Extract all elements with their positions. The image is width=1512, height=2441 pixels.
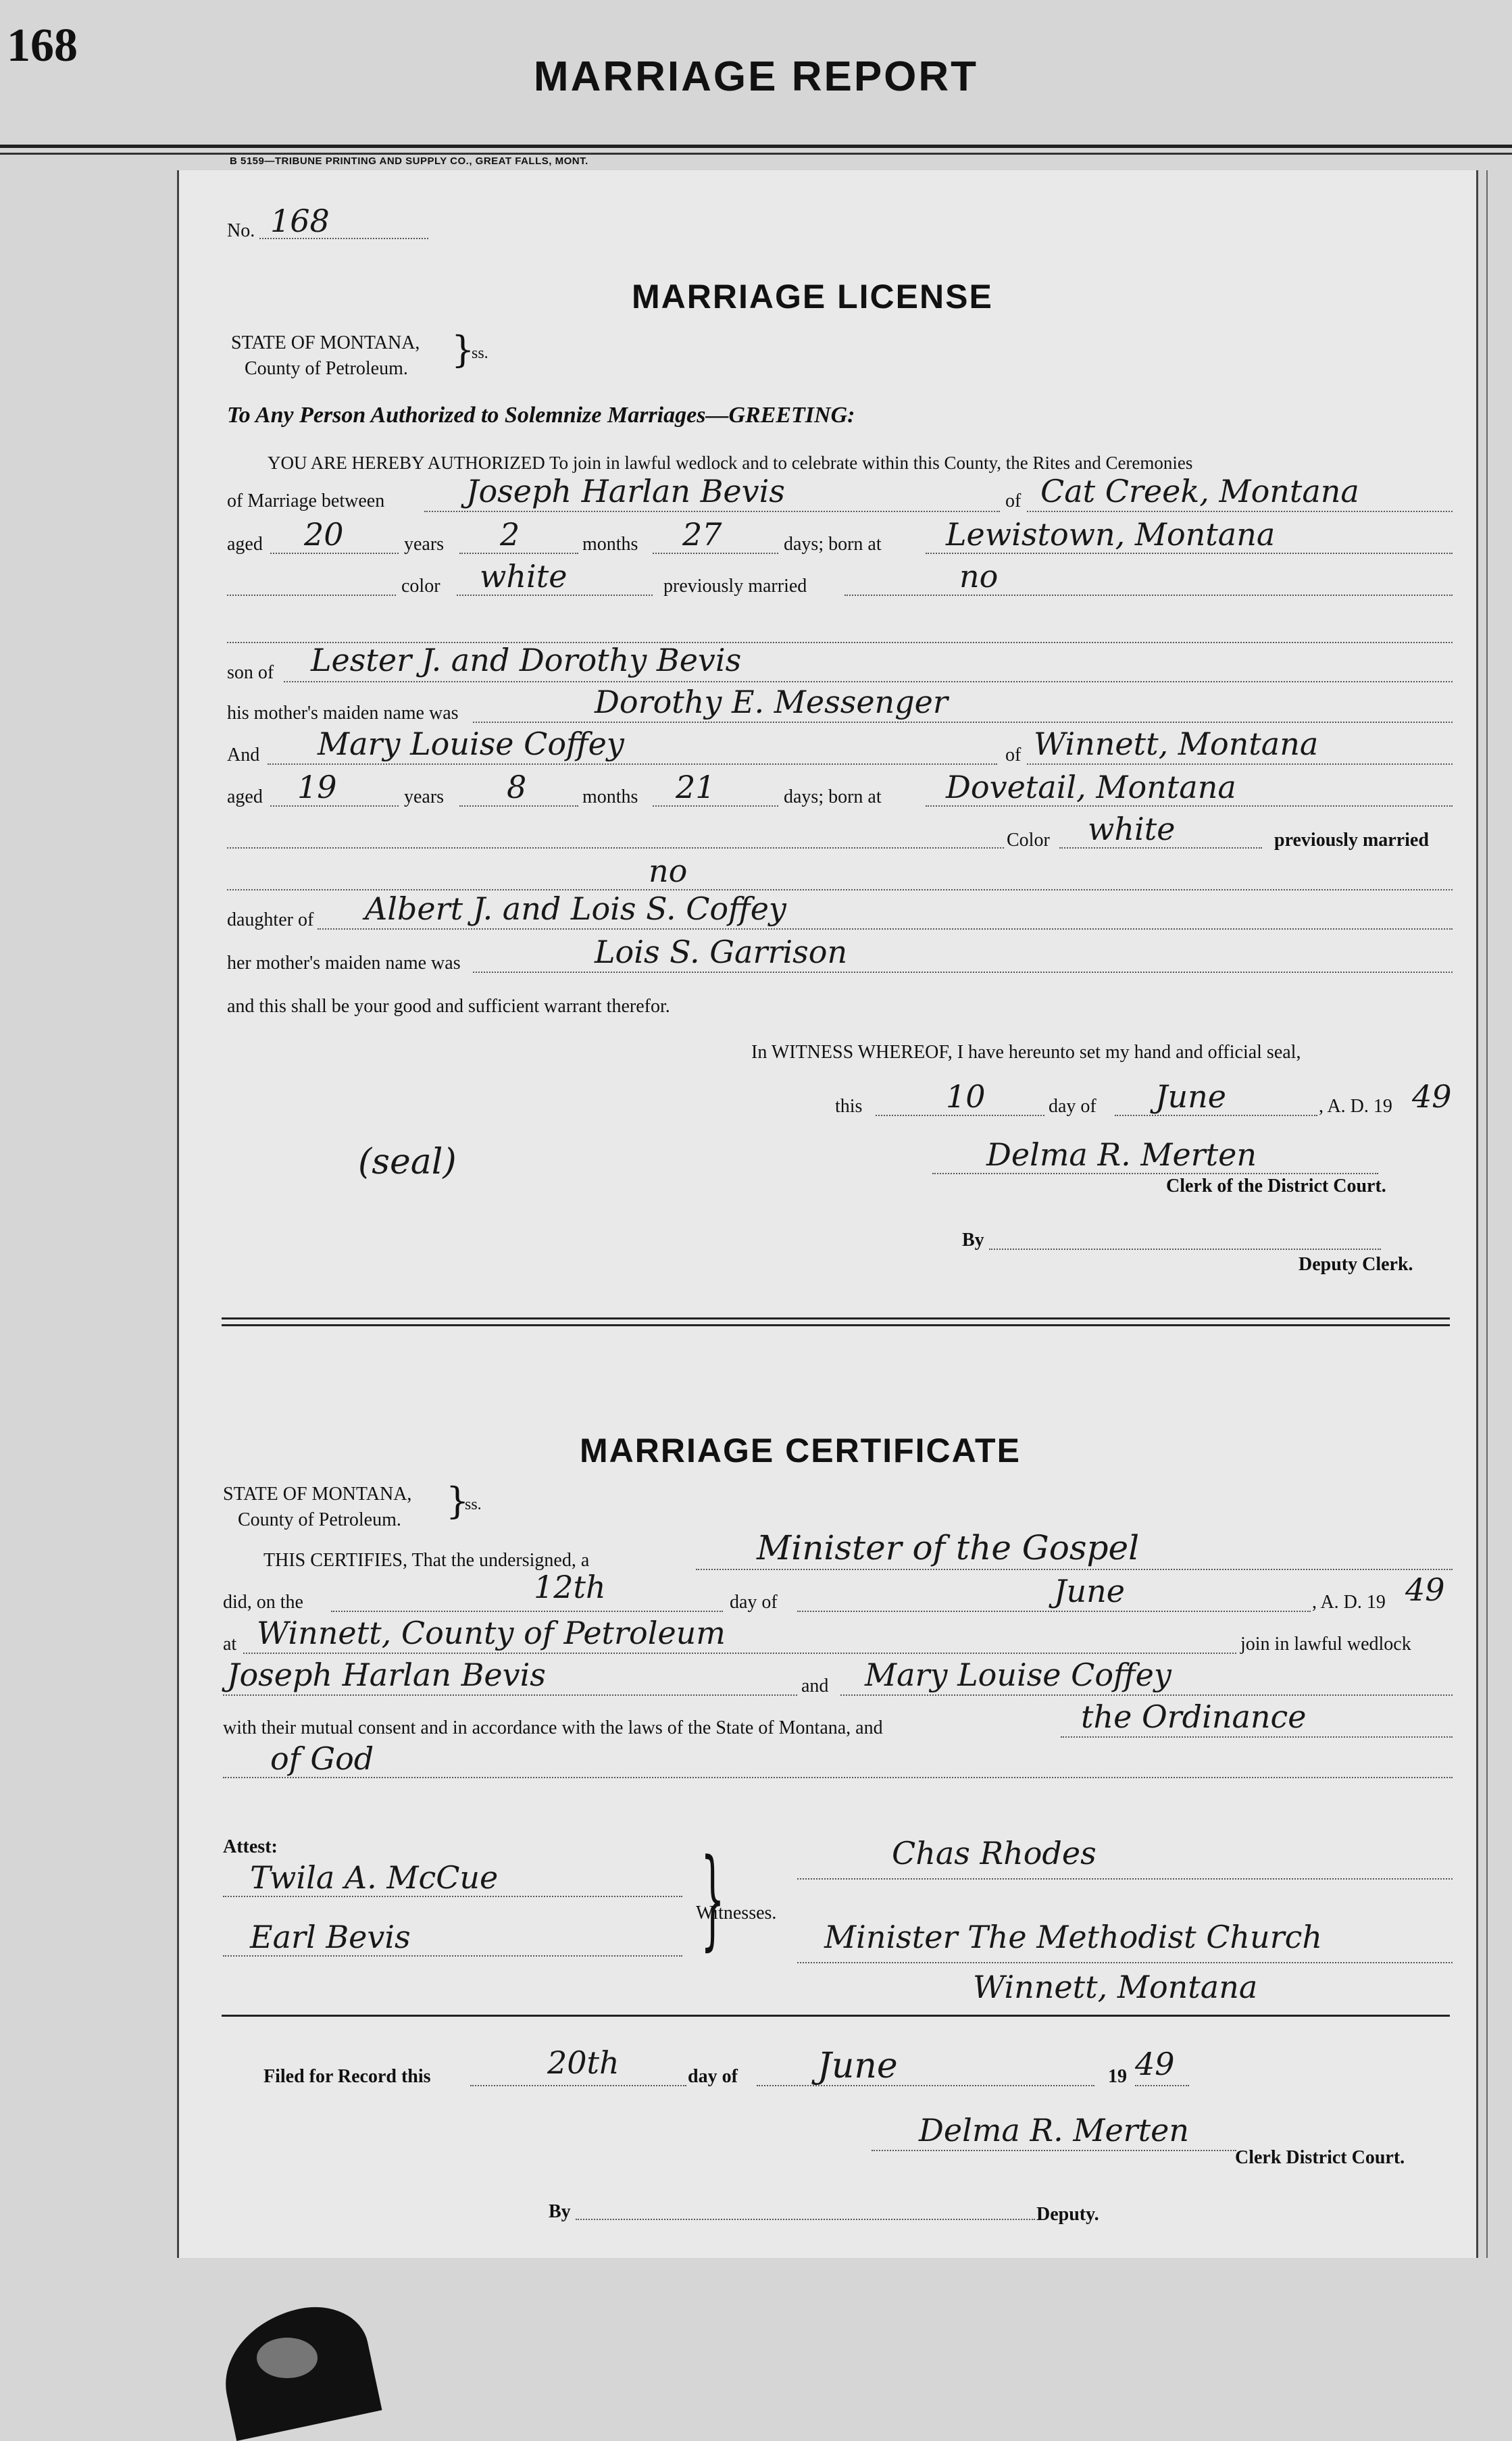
page-number: 168 bbox=[7, 20, 78, 72]
bride-color-pre-line bbox=[227, 847, 1004, 849]
license-brace: } bbox=[451, 328, 475, 371]
groom-name-line bbox=[424, 511, 1000, 512]
witness-brace: } bbox=[701, 1835, 725, 1961]
issued-day-line bbox=[876, 1115, 1044, 1116]
bride-months-label: months bbox=[582, 786, 638, 807]
groom-days-line bbox=[653, 553, 778, 554]
cert-month-line bbox=[797, 1611, 1311, 1612]
filed-by-label: By bbox=[549, 2201, 571, 2222]
filed-day-of-label: day of bbox=[688, 2066, 738, 2087]
issued-year: 49 bbox=[1412, 1078, 1452, 1115]
groom-residence-line bbox=[1027, 511, 1453, 512]
cert-day-line bbox=[331, 1611, 723, 1612]
form-edge bbox=[1486, 170, 1488, 2258]
groom-months: 2 bbox=[500, 516, 520, 553]
bride-parents: Albert J. and Lois S. Coffey bbox=[365, 890, 786, 927]
bride-years: 19 bbox=[297, 769, 337, 805]
minister-name-line bbox=[797, 1878, 1453, 1880]
cert-groom-line bbox=[223, 1694, 797, 1696]
groom-parents-line bbox=[284, 681, 1453, 682]
groom-born-label: days; born at bbox=[784, 534, 882, 555]
filed-deputy-label: Deputy. bbox=[1036, 2204, 1099, 2225]
license-greeting: To Any Person Authorized to Solemnize Marriages—GREETING: bbox=[227, 403, 855, 428]
groom-months-line bbox=[459, 553, 578, 554]
cert-consent: with their mutual consent and in accordance with the laws of the State of Montana, and bbox=[223, 1717, 883, 1738]
seal-mark: (seal) bbox=[358, 1142, 457, 1182]
filed-month-line bbox=[757, 2085, 1094, 2086]
witnesses-label: Witnesses. bbox=[696, 1903, 777, 1923]
filed-month: June bbox=[817, 2046, 898, 2086]
groom-color-label: color bbox=[401, 576, 440, 597]
bride-mother-maiden: Lois S. Garrison bbox=[595, 934, 848, 970]
issued-ad-label: , A. D. 19 bbox=[1319, 1096, 1392, 1117]
cert-did-on-label: did, on the bbox=[223, 1592, 303, 1613]
witness-2: Earl Bevis bbox=[250, 1919, 411, 1955]
groom-parents: Lester J. and Dorothy Bevis bbox=[311, 642, 742, 678]
groom-mother-line bbox=[473, 722, 1453, 723]
top-rule-thin bbox=[0, 153, 1512, 155]
license-by-label: By bbox=[962, 1230, 984, 1251]
issued-month: June bbox=[1155, 1078, 1226, 1115]
bride-of-label: of bbox=[1005, 745, 1022, 765]
license-county: County of Petroleum. bbox=[245, 358, 408, 379]
cert-ad-label: , A. D. 19 bbox=[1312, 1592, 1386, 1613]
groom-prev-married: no bbox=[959, 558, 999, 595]
cert-bride: Mary Louise Coffey bbox=[865, 1657, 1171, 1693]
groom-residence: Cat Creek, Montana bbox=[1040, 473, 1359, 509]
bride-name-line bbox=[268, 763, 997, 765]
bride-residence-line bbox=[1027, 763, 1453, 765]
her-mother-label: her mother's maiden name was bbox=[227, 953, 461, 974]
license-no-label: No. bbox=[227, 220, 255, 241]
bride-prev-married: no bbox=[649, 853, 688, 889]
cert-ordinance-line-2 bbox=[223, 1777, 1453, 1778]
filed-label: Filed for Record this bbox=[263, 2066, 431, 2087]
bride-months: 8 bbox=[507, 769, 527, 805]
license-authorized: YOU ARE HEREBY AUTHORIZED To join in lawful wedlock and to celebrate within this County, the Rites and Ceremonies bbox=[268, 453, 1193, 473]
groom-years-label: years bbox=[404, 534, 445, 555]
cert-year: 49 bbox=[1405, 1571, 1445, 1608]
deputy-title: Deputy Clerk. bbox=[1299, 1254, 1413, 1275]
bride-born-label: days; born at bbox=[784, 786, 882, 807]
clerk-signature: Delma R. Merten bbox=[986, 1136, 1257, 1173]
bride-residence: Winnett, Montana bbox=[1034, 726, 1319, 762]
cert-place: Winnett, County of Petroleum bbox=[257, 1615, 726, 1651]
groom-name: Joseph Harlan Bevis bbox=[466, 473, 785, 509]
section-divider-2 bbox=[222, 1324, 1450, 1326]
printer-imprint: B 5159—TRIBUNE PRINTING AND SUPPLY CO., GREAT FALLS, MONT. bbox=[230, 155, 588, 167]
minister-church-line bbox=[797, 1962, 1453, 1963]
groom-color: white bbox=[480, 558, 568, 595]
attest-label: Attest: bbox=[223, 1836, 278, 1857]
groom-aged-label: aged bbox=[227, 534, 263, 555]
groom-mother-maiden: Dorothy E. Messenger bbox=[595, 684, 948, 720]
minister-name: Chas Rhodes bbox=[892, 1835, 1097, 1871]
bride-color-label: Color bbox=[1007, 830, 1050, 851]
clerk-signature-line bbox=[932, 1173, 1378, 1174]
son-of-label: son of bbox=[227, 662, 274, 683]
cert-county: County of Petroleum. bbox=[238, 1509, 401, 1530]
and-label: And bbox=[227, 745, 260, 765]
cert-day: 12th bbox=[534, 1569, 606, 1605]
bride-months-line bbox=[459, 805, 578, 807]
bride-aged-label: aged bbox=[227, 786, 263, 807]
cert-certifies: THIS CERTIFIES, That the undersigned, a bbox=[263, 1550, 590, 1571]
report-title: MARRIAGE REPORT bbox=[533, 53, 979, 100]
cert-place-line bbox=[243, 1653, 1236, 1654]
cert-ordinance-line bbox=[1061, 1736, 1453, 1738]
bride-mother-line bbox=[473, 972, 1453, 973]
section-divider bbox=[222, 1317, 1450, 1319]
groom-months-label: months bbox=[582, 534, 638, 555]
filed-year-line bbox=[1135, 2085, 1189, 2086]
bride-color: white bbox=[1088, 811, 1176, 847]
filed-clerk-signature: Delma R. Merten bbox=[919, 2112, 1190, 2148]
filed-day: 20th bbox=[547, 2044, 620, 2081]
issued-day-of-label: day of bbox=[1049, 1096, 1097, 1117]
groom-color-pre-line bbox=[227, 595, 396, 596]
license-state: STATE OF MONTANA, bbox=[231, 332, 420, 353]
minister-church: Minister The Methodist Church bbox=[824, 1919, 1323, 1955]
filed-clerk-title: Clerk District Court. bbox=[1235, 2147, 1405, 2168]
cert-and-label: and bbox=[801, 1676, 829, 1696]
top-rule bbox=[0, 145, 1512, 148]
groom-prev-married-label: previously married bbox=[663, 576, 807, 597]
officiant-line bbox=[696, 1569, 1453, 1570]
cert-ordinance-2: of God bbox=[270, 1740, 374, 1777]
cert-ss: ss. bbox=[465, 1496, 482, 1513]
license-heading: MARRIAGE LICENSE bbox=[632, 278, 993, 316]
certificate-heading: MARRIAGE CERTIFICATE bbox=[580, 1432, 1021, 1469]
warrant-text: and this shall be your good and sufficient warrant therefor. bbox=[227, 996, 670, 1017]
license-no-value: 168 bbox=[270, 203, 330, 239]
cert-day-of-label: day of bbox=[730, 1592, 778, 1613]
groom-of-label: of bbox=[1005, 490, 1022, 511]
witness-whereof: In WITNESS WHEREOF, I have hereunto set my hand and official seal, bbox=[751, 1042, 1301, 1063]
cert-ordinance-1: the Ordinance bbox=[1081, 1698, 1307, 1735]
bride-prev-married-label: previously married bbox=[1274, 830, 1429, 851]
minister-city: Winnett, Montana bbox=[973, 1969, 1258, 2005]
cert-join-label: join in lawful wedlock bbox=[1240, 1634, 1411, 1655]
license-ss: ss. bbox=[472, 345, 488, 362]
filing-divider bbox=[222, 2015, 1450, 2017]
groom-birthplace: Lewistown, Montana bbox=[946, 516, 1276, 553]
officiant-title: Minister of the Gospel bbox=[757, 1528, 1140, 1567]
filed-year: 49 bbox=[1135, 2046, 1175, 2082]
groom-years-line bbox=[270, 553, 399, 554]
deputy-line bbox=[989, 1249, 1381, 1250]
daughter-of-label: daughter of bbox=[227, 909, 314, 930]
filed-day-line bbox=[470, 2085, 686, 2086]
groom-birthplace-line bbox=[926, 553, 1453, 554]
cert-at-label: at bbox=[223, 1634, 237, 1655]
cert-brace: } bbox=[446, 1480, 470, 1522]
bride-days-line bbox=[653, 805, 778, 807]
cert-bride-line bbox=[840, 1694, 1453, 1696]
cert-groom: Joseph Harlan Bevis bbox=[227, 1657, 546, 1693]
cert-state: STATE OF MONTANA, bbox=[223, 1484, 412, 1505]
bride-birthplace: Dovetail, Montana bbox=[946, 769, 1236, 805]
bride-days: 21 bbox=[676, 769, 715, 805]
bride-parents-line bbox=[318, 928, 1453, 930]
issued-this-label: this bbox=[835, 1096, 863, 1117]
issued-month-line bbox=[1115, 1115, 1317, 1116]
bride-birthplace-line bbox=[926, 805, 1453, 807]
filed-by-line bbox=[576, 2219, 1035, 2220]
bride-years-line bbox=[270, 805, 399, 807]
groom-years: 20 bbox=[304, 516, 344, 553]
filed-year-prefix: 19 bbox=[1108, 2066, 1127, 2087]
cert-month: June bbox=[1054, 1573, 1125, 1609]
groom-days: 27 bbox=[682, 516, 722, 553]
witness-2-line bbox=[223, 1955, 682, 1957]
issued-day: 10 bbox=[946, 1078, 986, 1115]
groom-color-line bbox=[457, 595, 653, 596]
witness-1-line bbox=[223, 1896, 682, 1897]
bride-name: Mary Louise Coffey bbox=[318, 726, 624, 762]
page-stain-highlight bbox=[257, 2338, 318, 2378]
his-mother-label: his mother's maiden name was bbox=[227, 703, 459, 724]
bride-years-label: years bbox=[404, 786, 445, 807]
of-marriage-label: of Marriage between bbox=[227, 490, 385, 511]
clerk-title: Clerk of the District Court. bbox=[1166, 1176, 1386, 1197]
bride-color-line bbox=[1059, 847, 1262, 849]
witness-1: Twila A. McCue bbox=[250, 1859, 499, 1896]
groom-prev-married-line bbox=[845, 595, 1453, 596]
filed-clerk-line bbox=[872, 2150, 1236, 2151]
